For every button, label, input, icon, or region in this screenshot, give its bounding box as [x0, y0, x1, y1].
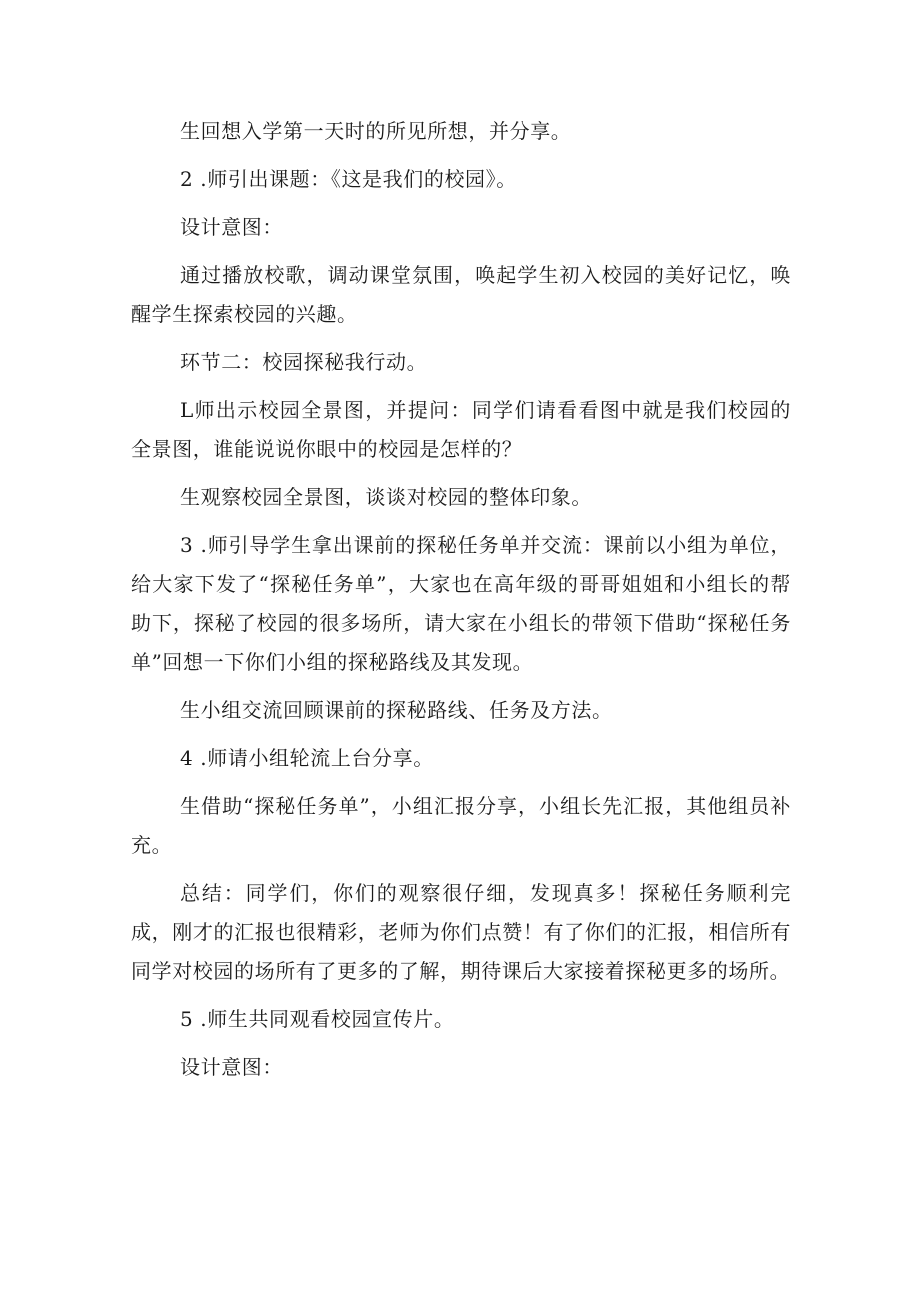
paragraph-observe-panorama: 生观察校园全景图，谈谈对校园的整体印象。: [180, 485, 592, 509]
paragraph-design-intent-heading: 设计意图：: [180, 215, 283, 239]
document-body: [131, 112, 791, 1096]
paragraph-introduce-topic: 2 .师引出课题：《这是我们的校园》。: [180, 167, 517, 191]
paragraph-design-intent-heading-2: 设计意图：: [180, 1055, 283, 1079]
paragraph-group-review: 生小组交流回顾课前的探秘路线、任务及方法。: [180, 698, 613, 722]
paragraph-summary: 总结：同学们，你们的观察很仔细，发现真多！探秘任务顺利完成，刚才的汇报也很精彩，老师为你们点赞！有了你们的汇报，相信所有同学对校园的场所有了更多的了解，期待课后大家接着探秘更多的场所。: [131, 881, 791, 983]
paragraph-design-intent-text: 通过播放校歌，调动课堂氛围，唤起学生初入校园的美好记忆，唤醒学生探索校园的兴趣。: [131, 263, 791, 326]
paragraph-group-share: 4 .师请小组轮流上台分享。: [180, 746, 434, 770]
paragraph-group-report: 生借助“探秘任务单”，小组汇报分享，小组长先汇报，其他组员补充。: [131, 794, 791, 857]
paragraph-task-sheet: 3 .师引导学生拿出课前的探秘任务单并交流：课前以小组为单位，给大家下发了“探秘任务单”，大家也在高年级的哥哥姐姐和小组长的帮助下，探秘了校园的很多场所，请大家在小组长的带领下借助“探秘任务单”回想一下你们小组的探秘路线及其发现。: [131, 533, 791, 674]
paragraph-student-recall: 生回想入学第一天时的所见所想，并分享。: [180, 119, 572, 143]
paragraph-panorama-question: L师出示校园全景图，并提问：同学们请看看图中就是我们校园的全景图，谁能说说你眼中的校园是怎样的？: [131, 398, 791, 461]
paragraph-section-two-heading: 环节二：校园探秘我行动。: [180, 350, 428, 374]
paragraph-watch-video: 5 .师生共同观看校园宣传片。: [180, 1007, 455, 1031]
